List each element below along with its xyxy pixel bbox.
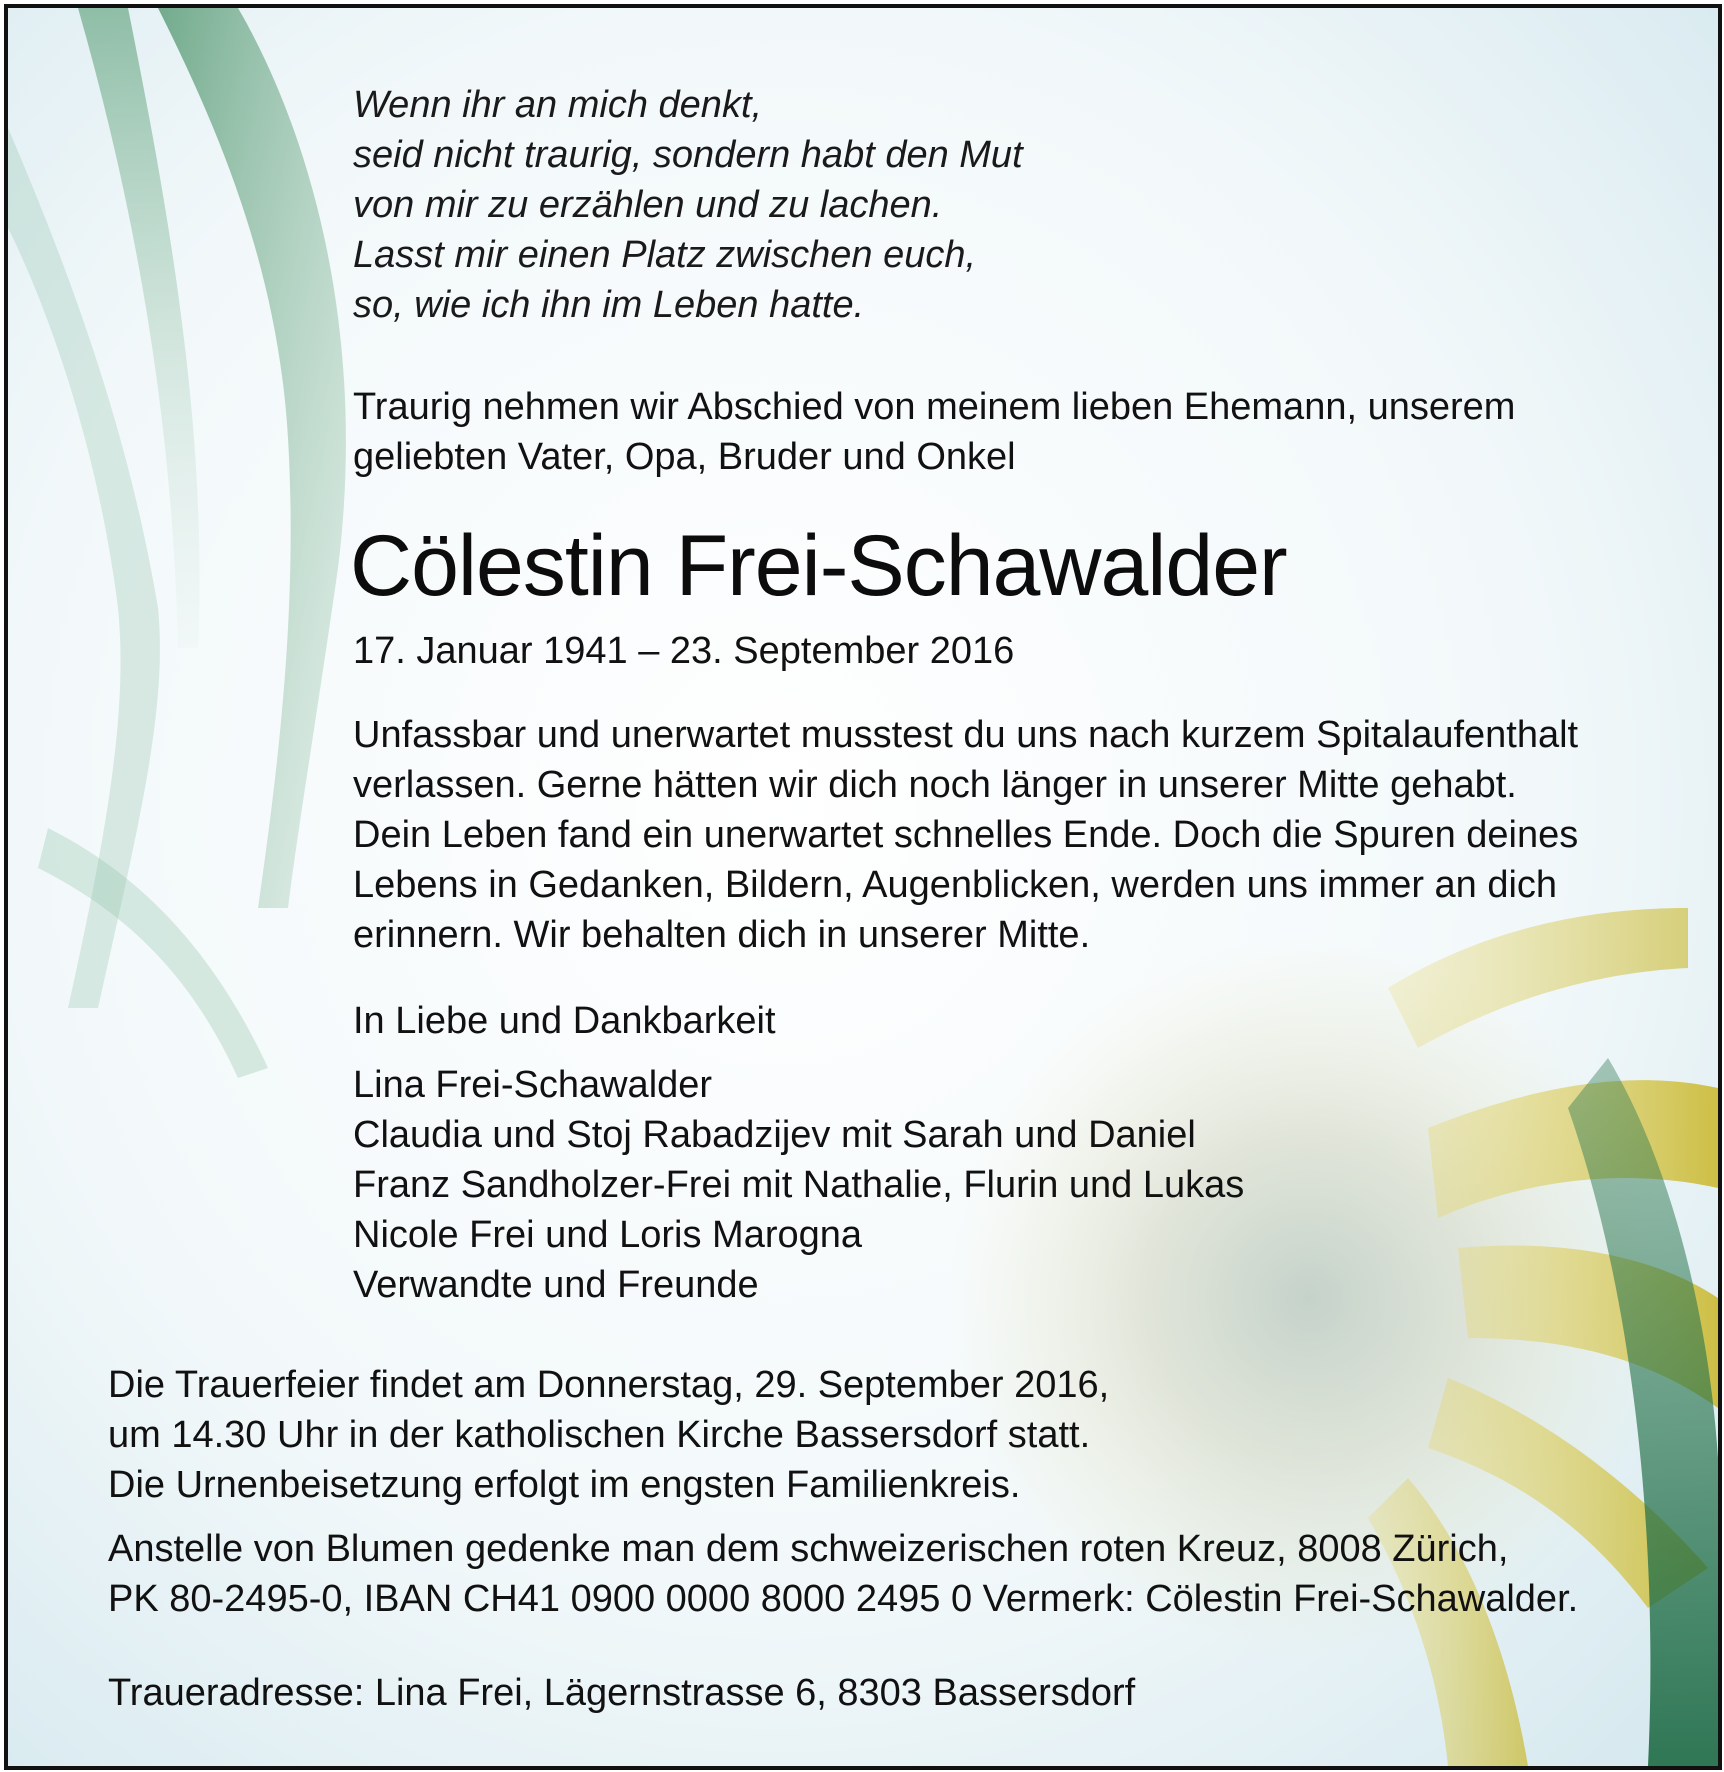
service-line: Die Urnenbeisetzung erfolgt im engsten Familienkreis. xyxy=(108,1464,1021,1506)
message-line: verlassen. Gerne hätten wir dich noch länger in unserer Mitte gehabt. xyxy=(353,764,1517,806)
message-line: Unfassbar und unerwartet musstest du uns nach kurzem Spitalaufenthalt xyxy=(353,714,1579,756)
poem-line: von mir zu erzählen und zu lachen. xyxy=(353,184,943,226)
service-line: Die Trauerfeier findet am Donnerstag, 29. September 2016, xyxy=(108,1364,1110,1406)
message-line: erinnern. Wir behalten dich in unserer Mitte. xyxy=(353,914,1091,956)
mourner: Nicole Frei und Loris Marogna xyxy=(353,1214,863,1256)
poem-line: Wenn ihr an mich denkt, xyxy=(353,84,763,126)
poem-line: seid nicht traurig, sondern habt den Mut xyxy=(353,134,1023,176)
mourner: Claudia und Stoj Rabadzijev mit Sarah und Daniel xyxy=(353,1114,1196,1156)
intro-text xyxy=(353,382,1515,482)
mourner: Verwandte und Freunde xyxy=(353,1264,759,1306)
closing-phrase: In Liebe und Dankbarkeit xyxy=(353,1000,776,1042)
poem xyxy=(353,80,1023,330)
life-dates: 17. Januar 1941 – 23. September 2016 xyxy=(353,630,1015,672)
intro-line: Traurig nehmen wir Abschied von meinem lieben Ehemann, unserem xyxy=(353,386,1516,428)
message-line: Lebens in Gedanken, Bildern, Augenblicken, werden uns immer an dich xyxy=(353,864,1558,906)
poem-line: Lasst mir einen Platz zwischen euch, xyxy=(353,234,977,276)
mourners-list xyxy=(353,1060,1244,1310)
donation-line: PK 80-2495-0, IBAN CH41 0900 0000 8000 2495 0 Vermerk: Cölestin Frei-Schawalder. xyxy=(108,1578,1579,1620)
poem-line: so, wie ich ihn im Leben hatte. xyxy=(353,284,865,326)
message-line: Dein Leben fand ein unerwartet schnelles Ende. Doch die Spuren deines xyxy=(353,814,1579,856)
funeral-service-info xyxy=(108,1360,1109,1510)
intro-line: geliebten Vater, Opa, Bruder und Onkel xyxy=(353,436,1016,478)
mourner: Lina Frei-Schawalder xyxy=(353,1064,713,1106)
mourning-address: Traueradresse: Lina Frei, Lägernstrasse 6, 8303 Bassersdorf xyxy=(108,1672,1136,1714)
donation-line: Anstelle von Blumen gedenke man dem schweizerischen roten Kreuz, 8008 Zürich, xyxy=(108,1528,1509,1570)
farewell-message xyxy=(353,710,1578,960)
obituary-notice xyxy=(4,4,1722,1770)
mourner: Franz Sandholzer-Frei mit Nathalie, Flurin und Lukas xyxy=(353,1164,1245,1206)
deceased-name: Cölestin Frei-Schawalder xyxy=(350,518,1287,614)
service-line: um 14.30 Uhr in der katholischen Kirche Bassersdorf statt. xyxy=(108,1414,1091,1456)
donation-info xyxy=(108,1524,1578,1624)
notice-content xyxy=(8,8,1718,1766)
